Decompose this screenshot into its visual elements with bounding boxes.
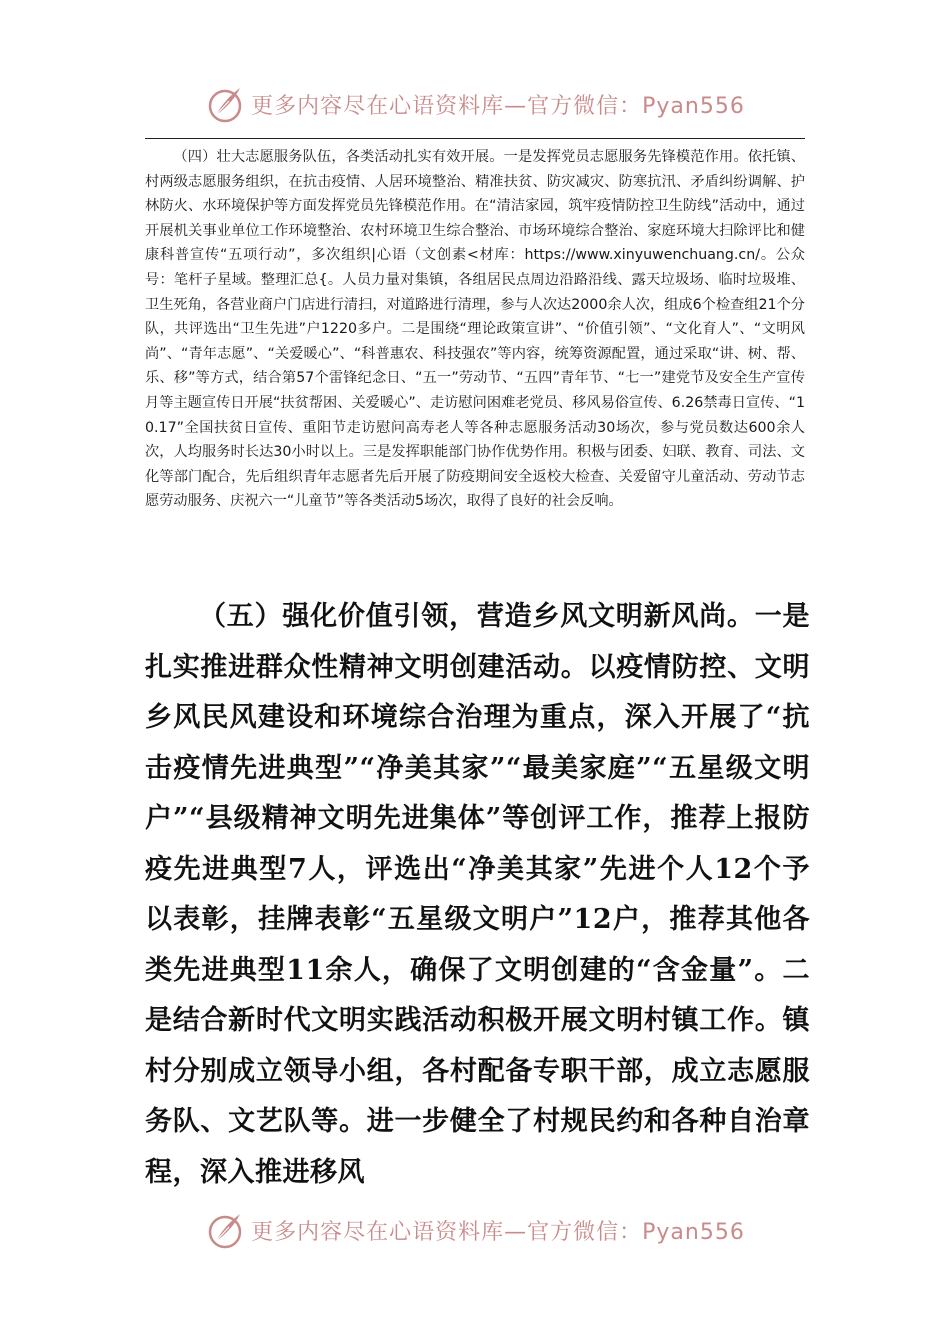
watermark-text: 更多内容尽在心语资料库—官方微信：Pyan556: [251, 1219, 745, 1245]
feather-pen-icon: [205, 84, 245, 124]
footer-watermark-banner: [0, 1208, 950, 1252]
section-four-paragraph: （四）壮大志愿服务队伍，各类活动扎实有效开展。一是发挥党员志愿服务先锋模范作用。依托镇、村两级志愿服务组织，在抗击疫情、人居环境整治、精准扶贫、防灾减灾、防寒抗汛、矛盾纠纷调解、护林防火、水环境保护等方面发挥党员先锋模范作用。在“清洁家园，筑牢疫情防控卫生防线”活动中，通过开展机关事业单位工作环境整治、农村环境卫生综合整治、市场环境综合整治、家庭环境大扫除评比和健康科普宣传“五项行动”，多次组织|心语（文创素<材库：https://www.xinyuwenchuang.cn/。公众号：笔杆子星域。整理汇总{。人员力量对集镇，各组居民点周边沿路沿线、露天垃圾场、临时垃圾堆、卫生死角，各营业商户门店进行清扫，对道路进行清理，参与人次达2000余人次，组成6个检查组21个分队，共评选出“卫生先进”户1220多户。二是围绕“理论政策宣讲”、“价值引领”、“文化育人”、“文明风尚”、“青年志愿”、“关爱暖心”、“科普惠农、科技强农”等内容，统筹资源配置，通过采取“讲、树、帮、乐、移”等方式，结合第57个雷锋纪念日、“五一”劳动节、“五四”青年节、“七一”建党节及安全生产宣传月等主题宣传日开展“扶贫帮困、关爱暖心”、走访慰问困难老党员、移风易俗宣传、6.26禁毒日宣传、“10.17”全国扶贫日宣传、重阳节走访慰问高寿老人等各种志愿服务活动30场次，参与党员数达600余人次，人均服务时长达30小时以上。三是发挥职能部门协作优势作用。积极与团委、妇联、教育、司法、文化等部门配合，先后组织青年志愿者先后开展了防疫期间安全返校大检查、关爱留守儿童活动、劳动节志愿劳动服务、庆祝六一“儿童节”等各类活动5场次，取得了良好的社会反响。: [145, 149, 805, 510]
section-five-paragraph: （五）强化价值引领，营造乡风文明新风尚。一是扎实推进群众性精神文明创建活动。以疫情防控、文明乡风民风建设和环境综合治理为重点，深入开展了“抗击疫情先进典型”“净美其家”“最美家庭”“五星级文明户”“县级精神文明先进集体”等创评工作，推荐上报防疫先进典型7人，评选出“净美其家”先进个人12个予以表彰，挂牌表彰“五星级文明户”12户，推荐其他各类先进典型11余人，确保了文明创建的“含金量”。二是结合新时代文明实践活动积极开展文明村镇工作。镇村分别成立领导小组，各村配备专职干部，成立志愿服务队、文艺队等。进一步健全了村规民约和各种自治章程，深入推进移风: [145, 601, 810, 1188]
feather-pen-icon: [205, 1210, 245, 1250]
header-divider: [145, 138, 805, 139]
watermark-text: 更多内容尽在心语资料库—官方微信：Pyan556: [251, 93, 745, 119]
header-watermark-banner: [0, 82, 950, 126]
